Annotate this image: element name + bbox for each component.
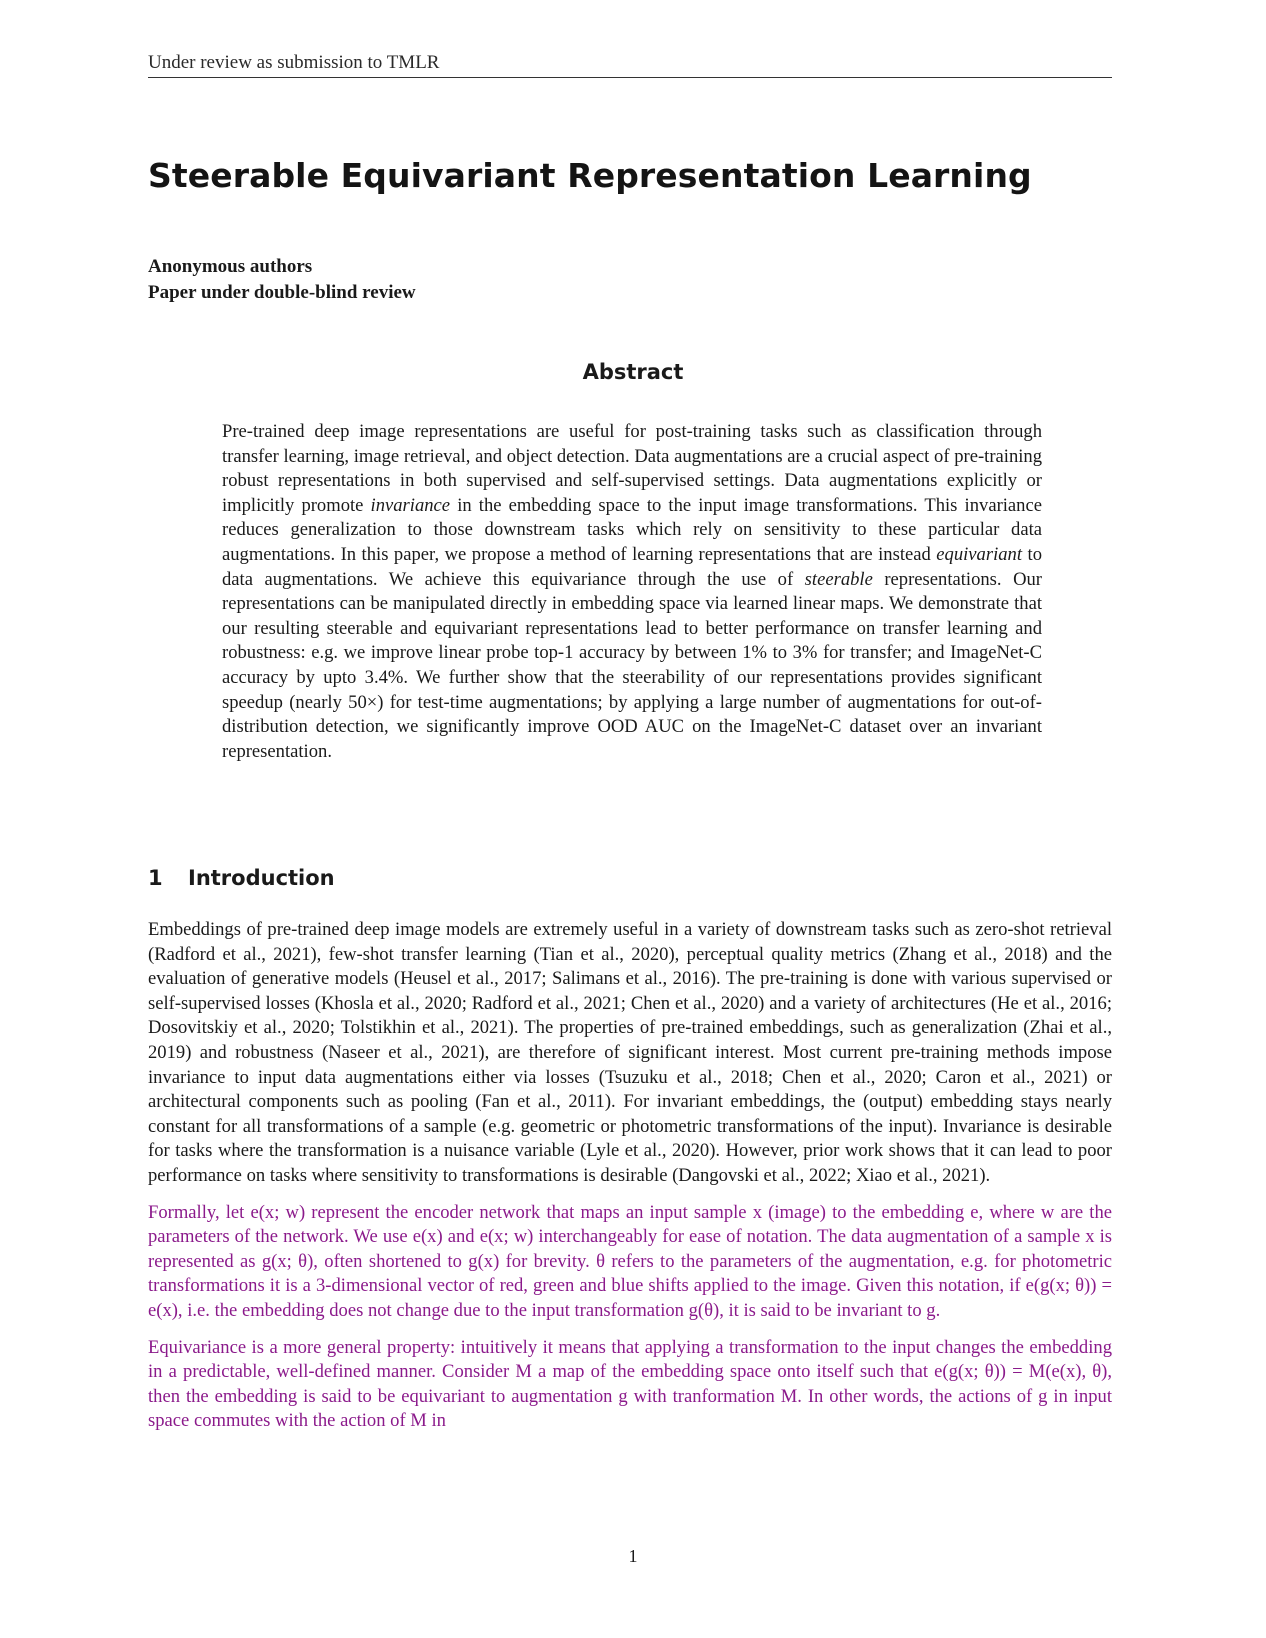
section-heading-introduction — [148, 866, 335, 890]
review-status-line: Paper under double-blind review — [148, 282, 416, 303]
section-title: Introduction — [188, 866, 335, 890]
abstract-text-part: in the embedding space to the input image transformations. This invariance reduces generalization to those downstream tasks which rely on sensitivity to these particular data augmentations. In this paper, we propose a method of learning representations that are instead — [222, 494, 1042, 565]
abstract-emphasis-steerable: steerable — [804, 568, 873, 590]
section-number: 1 — [148, 866, 163, 890]
abstract-text-part: to data augmentations. We achieve this equivariance through the use of — [222, 543, 1042, 590]
introduction-body — [148, 918, 1112, 1446]
intro-paragraph: Embeddings of pre-trained deep image models are extremely useful in a variety of downstream tasks such as zero-shot retrieval (Radford et al., 2021), few-shot transfer learning (Tian et al., 2020), perceptual quality metrics (Zhang et al., 2018) and the evaluation of generative models (Heusel et al., 2017; Salimans et al., 2016). The pre-training is done with various supervised or self-supervised losses (Khosla et al., 2020; Radford et al., 2021; Chen et al., 2020) and a variety of architectures (He et al., 2016; Dosovitskiy et al., 2020; Tolstikhin et al., 2021). The properties of pre-trained embeddings, such as generalization (Zhai et al., 2019) and robustness (Naseer et al., 2021), are therefore of significant interest. Most current pre-training methods impose invariance to input data augmentations either via losses (Tsuzuku et al., 2018; Chen et al., 2020; Caron et al., 2021) or architectural components such as pooling (Fan et al., 2011). For invariant embeddings, the (output) embedding stays nearly constant for all transformations of a sample (e.g. geometric or photometric transformations of the input). Invariance is desirable for tasks where the transformation is a nuisance variable (Lyle et al., 2020). However, prior work shows that it can lead to poor performance on tasks where sensitivity to transformations is desirable (Dangovski et al., 2022; Xiao et al., 2021). — [148, 919, 1112, 1186]
author-block — [148, 254, 416, 306]
abstract-heading: Abstract — [582, 360, 684, 384]
intro-paragraph-revised: Formally, let e(x; w) represent the encoder network that maps an input sample x (image) to the embedding e, where w are the parameters of the network. We use e(x) and e(x; w) interchangeably for ease of notation. The data augmentation of a sample x is represented as g(x; θ), often shortened to g(x) for brevity. θ refers to the parameters of the augmentation, e.g. for photometric transformations it is a 3-dimensional vector of red, green and blue shifts applied to the image. Given this notation, if e(g(x; θ)) = e(x), i.e. the embedding does not change due to the input transformation g(θ), it is said to be invariant to g. — [148, 1201, 1112, 1321]
abstract-text-part: Pre-trained deep image representations are useful for post-training tasks such as classification through transfer learning, image retrieval, and object detection. Data augmentations are a crucial aspect of pre-training robust representations in both supervised and self-supervised settings. Data augmentations explicitly or implicitly promote — [222, 421, 1042, 516]
intro-paragraph-revised: Equivariance is a more general property: intuitively it means that applying a transformation to the input changes the embedding in a predictable, well-defined manner. Consider M a map of the embedding space onto itself such that e(g(x; θ)) = M(e(x), θ), then the embedding is said to be equivariant to augmentation g with tranformation M. In other words, the actions of g in input space commutes with the action of M in — [148, 1336, 1112, 1432]
running-head: Under review as submission to TMLR — [148, 52, 1112, 78]
paper-title: Steerable Equivariant Representation Learning — [148, 156, 1032, 195]
author-line: Anonymous authors — [148, 256, 313, 277]
abstract-text — [222, 420, 1042, 764]
abstract-emphasis-invariance: invariance — [370, 494, 451, 516]
page-number: 1 — [628, 1546, 638, 1566]
abstract-text-part: representations. Our representations can be manipulated directly in embedding space via learned linear maps. We demonstrate that our resulting steerable and equivariant representations lead to better performance on transfer learning and robustness: e.g. we improve linear probe top-1 accuracy by between 1% to 3% for transfer; and ImageNet-C accuracy by upto 3.4%. We further show that the steerability of our representations provides significant speedup (nearly 50×) for test-time augmentations; by applying a large number of augmentations for out-of-distribution detection, we significantly improve OOD AUC on the ImageNet-C dataset over an invariant representation. — [222, 568, 1042, 762]
abstract-emphasis-equivariant: equivariant — [936, 543, 1023, 565]
